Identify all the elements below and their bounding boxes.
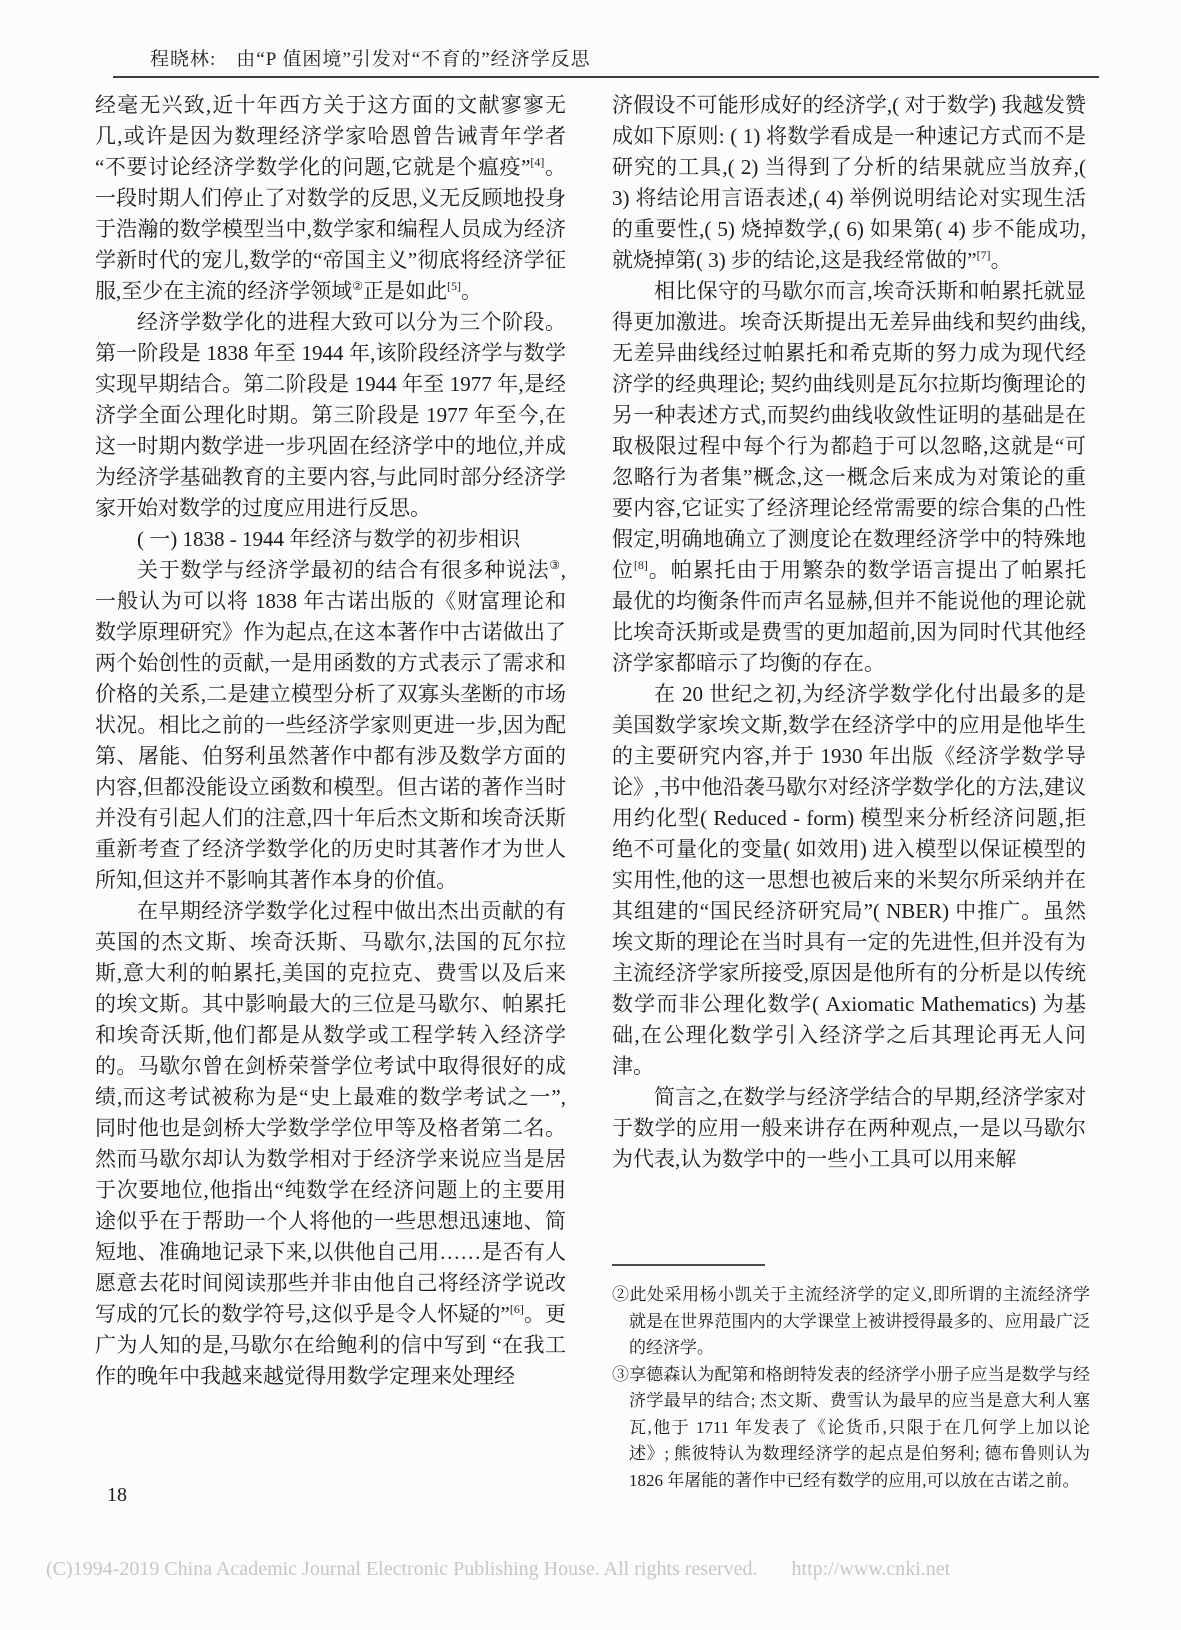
ref-marker: [7] <box>976 248 991 262</box>
paragraph: 在早期经济学数学化过程中做出杰出贡献的有英国的杰文斯、埃奇沃斯、马歇尔,法国的瓦尔拉斯,意大利的帕累托,美国的克拉克、费雪以及后来的埃文斯。其中影响最大的三位是马歇尔、帕累托和埃奇沃斯,他们都是从数学或工程学转入经济学的。马歇尔曾在剑桥荣誉学位考试中取得很好的成绩,而这考试被称为是“史上最难的数学考试之一”, 同时他也是剑桥大学数学学位甲等及格者第二名。然而马歇尔却认为数学相对于经济学来说应当是居于次要地位,他指出“纯数学在经济问题上的主要用途似乎在于帮助一个人将他的一些思想迅速地、简短地、准确地记录下来,以供他自己用……是否有人愿意去花时间阅读那些并非由他自己将经济学说改写成的冗长的数学符号,这似乎是令人怀疑的”[6]。更广为人知的是,马歇尔在给鲍利的信中写到 “在我工作的晚年中我越来越觉得用数学定理来处理经 <box>95 899 567 1388</box>
paragraph: 经毫无兴致,近十年西方关于这方面的文献寥寥无几,或许是因为数理经济学家哈恩曾告诫青年学者“不要讨论经济学数学化的问题,它就是个瘟疫”[4]。一段时期人们停止了对数学的反思,义无反顾地投身于浩瀚的数学模型当中,数学家和编程人员成为经济学新时代的宠儿,数学的“帝国主义”彻底将经济学征服,至少在主流的经济学领域②正是如此[5]。 <box>95 93 567 303</box>
running-header-text: 程晓林: 由“P 值困境”引发对“不育的”经济学反思 <box>150 49 591 70</box>
footer <box>46 1558 950 1581</box>
running-header <box>150 44 591 71</box>
paragraph: 济假设不可能形成好的经济学,( 对于数学) 我越发赞成如下原则: ( 1) 将数学看成是一种速记方式而不是研究的工具,( 2) 当得到了分析的结果就应当放弃,( 3) 将结论用言语表述,( 4) 举例说明结论对实现生活的重要性,( 5) 烧掉数学,( 6) 如果第( 4) 步不能成功,就烧掉第( 3) 步的结论,这是我经常做的”[7]。 <box>612 93 1086 272</box>
footnote-divider <box>612 1264 765 1266</box>
column-left <box>95 90 566 1392</box>
paragraph: 经济学数学化的进程大致可以分为三个阶段。第一阶段是 1838 年至 1944 年,该阶段经济学与数学实现早期结合。第二阶段是 1944 年至 1977 年,是经济学全面公理化时期。第三阶段是 1977 年至今,在这一时期内数学进一步巩固在经济学中的地位,并成为经济学基础教育的主要内容,与此同时部分经济学家开始对数学的过度应用进行反思。 <box>95 310 566 520</box>
ref-marker: [5] <box>447 279 462 293</box>
footnote-item: ②此处采用杨小凯关于主流经济学的定义,即所谓的主流经济学就是在世界范围内的大学课堂上被讲授得最多的、应用最广泛的经济学。 <box>612 1285 1090 1357</box>
paragraph: 在 20 世纪之初,为经济学数学化付出最多的是美国数学家埃文斯,数学在经济学中的应用是他毕生的主要研究内容,并于 1930 年出版《经济学数学导论》,书中他沿袭马歇尔对经济学数学化的方法,建议用约化型( Reduced - form) 模型来分析经济问题,拒绝不可量化的变量( 如效用) 进入模型以保证模型的实用性,他的这一思想也被后来的米契尔所采纳并在其组建的“国民经济研究局”( NBER) 中推广。虽然埃文斯的理论在当时具有一定的先进性,但并没有为主流经济学家所接受,原因是他所有的分析是以传统数学而非公理化数学( Axiomatic Mathematics) 为基础,在公理化数学引入经济学之后其理论再无人问津。 <box>612 682 1086 1078</box>
footnote-item: ③享德森认为配第和格朗特发表的经济学小册子应当是数学与经济学最早的结合; 杰文斯、费雪认为最早的应当是意大利人塞瓦,他于 1711 年发表了《论货币,只限于在几何学上加以论述》; 熊彼特认为数理经济学的起点是伯努利; 德布鲁则认为 1826 年屠能的著作中已经有数学的应用,可以放在古诺之前。 <box>612 1364 1090 1490</box>
section-heading: ( 一) 1838 - 1944 年经济与数学的初步相识 <box>137 527 521 551</box>
footer-copyright: (C)1994-2019 China Academic Journal Electronic Publishing House. All rights reserved. <box>46 1558 758 1580</box>
footer-url: http://www.cnki.net <box>791 1558 951 1580</box>
header-rule <box>113 76 1099 78</box>
column-right <box>612 90 1086 1175</box>
paragraph: 关于数学与经济学最初的结合有很多种说法③,一般认为可以将 1838 年古诺出版的《财富理论和数学原理研究》作为起点,在这本著作中古诺做出了两个始创性的贡献,一是用函数的方式表示了需求和价格的关系,二是建立模型分析了双寡头垄断的市场状况。相比之前的一些经济学家则更进一步,因为配第、屠能、伯努利虽然著作中都有涉及数学方面的内容,但都没能设立函数和模型。但古诺的著作当时并没有引起人们的注意,四十年后杰文斯和埃奇沃斯重新考查了经济学数学化的历史时其著作才为世人所知,但这并不影响其著作本身的价值。 <box>95 558 567 892</box>
page-number: 18 <box>107 1484 127 1506</box>
paragraph: 相比保守的马歇尔而言,埃奇沃斯和帕累托就显得更加激进。埃奇沃斯提出无差异曲线和契约曲线,无差异曲线经过帕累托和希克斯的努力成为现代经济学的经典理论; 契约曲线则是瓦尔拉斯均衡理论的另一种表述方式,而契约曲线收敛性证明的基础是在取极限过程中每个行为都趋于可以忽略,这就是“可忽略行为者集”概念,这一概念后来成为对策论的重要内容,它证实了经济理论经常需要的综合集的凸性假定,明确地确立了测度论在数理经济学中的特殊地位[8]。帕累托由于用繁杂的数学语言提出了帕累托最优的均衡条件而声名显赫,但并不能说他的理论就比埃奇沃斯或是费雪的更加超前,因为同时代其他经济学家都暗示了均衡的存在。 <box>612 279 1086 675</box>
ref-marker: [6] <box>509 1302 524 1316</box>
footnote-list <box>612 1282 1090 1494</box>
ref-marker: ② <box>352 279 364 293</box>
ref-marker: ③ <box>549 558 561 572</box>
ref-marker: [4] <box>530 155 545 169</box>
ref-marker: [8] <box>633 558 648 572</box>
paragraph: 简言之,在数学与经济学结合的早期,经济学家对于数学的应用一般来讲存在两种观点,一是以马歇尔为代表,认为数学中的一些小工具可以用来解 <box>612 1085 1086 1171</box>
